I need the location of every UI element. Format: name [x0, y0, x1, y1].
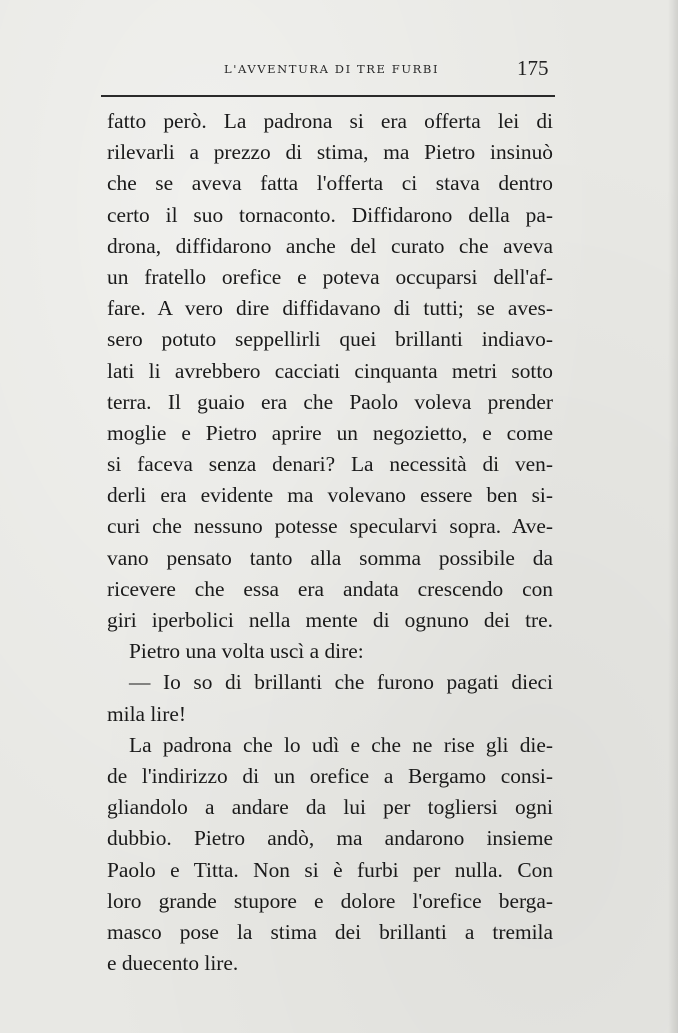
text-line: si faceva senza denari? La necessità di ven-: [107, 452, 553, 477]
running-title: L'AVVENTURA DI TRE FURBI: [224, 62, 440, 76]
page-number: 175: [517, 56, 549, 80]
text-line: Paolo e Titta. Non si è furbi per nulla. Con: [107, 857, 553, 882]
text-line: ricevere che essa era andata crescendo con: [107, 576, 553, 601]
text-line: gliandolo a andare da lui per togliersi ogni: [107, 795, 553, 820]
text-line: un fratello orefice e poteva occuparsi dell'af-: [107, 264, 553, 289]
text-line: La padrona che lo udì e che ne rise gli die-: [129, 732, 553, 757]
header-rule: [101, 95, 555, 97]
text-line: fare. A vero dire diffidavano di tutti; se aves-: [107, 296, 553, 321]
text-line: de l'indirizzo di un orefice a Bergamo consi-: [107, 763, 553, 788]
page-header: [0, 54, 678, 88]
text-line: che se aveva fatta l'offerta ci stava dentro: [107, 171, 553, 196]
text-line: terra. Il guaio era che Paolo voleva prender: [107, 389, 553, 414]
text-line: lati li avrebbero cacciati cinquanta metri sotto: [107, 358, 553, 383]
text-line: derli era evidente ma volevano essere ben si-: [107, 483, 553, 508]
text-line: fatto però. La padrona si era offerta lei di: [107, 109, 553, 133]
text-line: giri iperbolici nella mente di ognuno dei tre.: [107, 608, 553, 632]
text-line: masco pose la stima dei brillanti a tremila: [107, 919, 553, 944]
text-line: Pietro una volta uscì a dire:: [129, 639, 364, 664]
text-line: — Io so di brillanti che furono pagati dieci: [129, 670, 553, 695]
text-line: certo il suo tornaconto. Diffidarono della pa-: [107, 202, 553, 227]
text-line: loro grande stupore e dolore l'orefice berga-: [107, 888, 553, 913]
text-line: dubbio. Pietro andò, ma andarono insieme: [107, 826, 553, 851]
text-line: vano pensato tanto alla somma possibile da: [107, 545, 553, 570]
text-line: rilevarli a prezzo di stima, ma Pietro insinuò: [107, 140, 553, 165]
text-line: e duecento lire.: [107, 951, 239, 976]
text-line: sero potuto seppellirli quei brillanti indiavo-: [107, 327, 553, 352]
body-text: [107, 106, 553, 979]
page-edge-shadow: [668, 0, 678, 1033]
text-line: curi che nessuno potesse specularvi sopra. Ave-: [107, 514, 553, 539]
text-line: drona, diffidarono anche del curato che aveva: [107, 233, 553, 258]
text-line: mila lire!: [107, 701, 186, 726]
text-line: moglie e Pietro aprire un negozietto, e come: [107, 420, 553, 445]
